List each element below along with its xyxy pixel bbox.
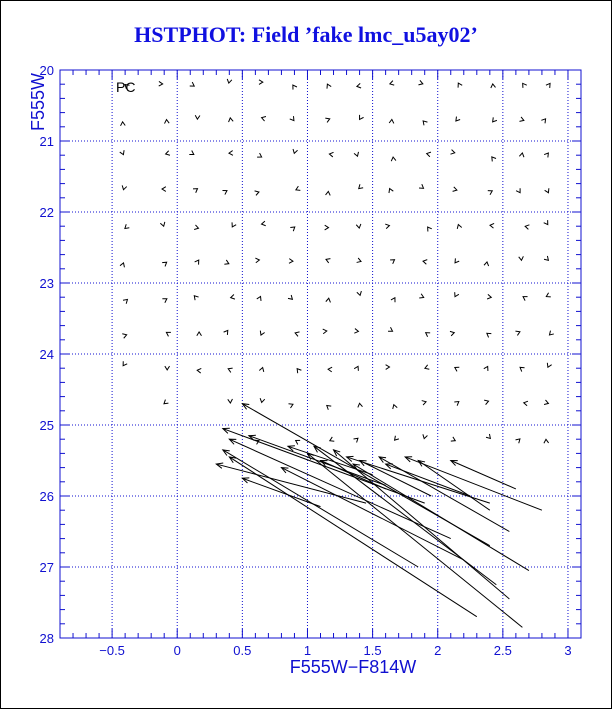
small-vector [484, 400, 488, 404]
small-vector [423, 260, 427, 265]
small-vector [395, 436, 399, 440]
small-vector [327, 84, 331, 88]
long-vector [314, 446, 496, 584]
small-vector [519, 117, 523, 121]
small-vector [166, 151, 170, 156]
small-vector [487, 294, 491, 299]
small-vector [164, 400, 168, 404]
small-vector [326, 298, 331, 302]
long-vector-shaft [229, 457, 476, 617]
small-vector [358, 403, 363, 407]
small-vector [162, 187, 166, 192]
small-vector [388, 327, 392, 331]
y-tick-label: 23 [39, 276, 54, 291]
small-vector [484, 366, 488, 370]
small-vector [121, 122, 126, 126]
small-vector [418, 80, 422, 84]
x-tick-label: 2.5 [493, 643, 512, 658]
small-vector [260, 398, 265, 402]
x-tick-label: 1 [303, 643, 312, 658]
y-tick-label: 28 [39, 631, 54, 646]
small-vector [454, 402, 458, 406]
small-vector [456, 117, 460, 121]
long-vector [451, 461, 516, 489]
small-vector [357, 83, 361, 88]
y-tick-label: 24 [39, 347, 54, 362]
small-vector [419, 294, 423, 298]
small-vector [546, 83, 550, 87]
small-vector [288, 295, 292, 299]
small-vector [123, 361, 127, 365]
small-vector [259, 368, 263, 372]
small-vector [493, 117, 497, 121]
small-vector [232, 222, 236, 226]
small-vector [227, 79, 232, 83]
small-vector [330, 437, 334, 441]
small-vector [222, 191, 226, 195]
small-vector [120, 263, 124, 267]
long-vector-set [216, 404, 542, 628]
long-vector-head [379, 457, 386, 463]
small-vector [257, 153, 262, 157]
small-vector [194, 225, 198, 230]
grid-lines [60, 70, 581, 638]
small-vector [297, 369, 301, 373]
small-vector [455, 292, 459, 296]
small-vector [289, 404, 293, 408]
small-vector [426, 333, 430, 337]
small-vector [325, 225, 329, 230]
small-vector [293, 85, 297, 89]
small-vector [166, 332, 170, 336]
y-tick-label: 20 [39, 63, 54, 78]
y-axis-title: F555W [28, 72, 48, 132]
small-vector [524, 401, 528, 406]
small-vector [389, 119, 394, 123]
small-vector-field [120, 79, 554, 445]
panel-label: PC [116, 79, 136, 95]
small-vector [159, 81, 163, 86]
x-tick-label: 2 [434, 643, 442, 658]
small-vector [386, 365, 390, 370]
x-tick-label: 0 [173, 643, 181, 658]
small-vector [293, 149, 298, 153]
small-vector [295, 332, 299, 336]
long-vector-shaft [314, 446, 496, 584]
small-vector [523, 83, 527, 87]
small-vector [123, 299, 127, 303]
small-vector [427, 152, 431, 157]
small-vector [487, 333, 491, 337]
small-vector [289, 259, 293, 264]
y-tick-label: 22 [39, 205, 54, 220]
small-vector [195, 260, 199, 264]
small-vector [357, 258, 361, 262]
small-vector [455, 367, 459, 371]
small-vector [262, 117, 266, 121]
long-vector-head [242, 404, 249, 410]
small-vector [425, 365, 429, 369]
y-tick-label: 26 [39, 489, 54, 504]
long-vector [334, 450, 510, 599]
small-vector [393, 405, 397, 409]
small-vector [164, 120, 169, 124]
small-vector [354, 152, 358, 156]
small-vector [450, 150, 454, 155]
small-vector [389, 189, 393, 193]
small-vector [260, 331, 264, 335]
x-tick-label: −0.5 [99, 643, 125, 658]
small-vector [419, 184, 423, 188]
small-vector [323, 329, 327, 334]
small-vector [262, 221, 266, 226]
small-vector [545, 188, 549, 192]
small-vector [194, 296, 198, 300]
small-vector [423, 121, 427, 125]
small-vector [515, 331, 519, 335]
small-vector [391, 157, 396, 161]
small-vector [544, 256, 548, 260]
long-vector-shaft [242, 478, 320, 506]
small-vector [193, 189, 197, 193]
small-vector [224, 330, 228, 334]
small-vector [458, 83, 462, 87]
small-vector [544, 439, 549, 443]
small-vector [516, 188, 520, 192]
long-vector-head [229, 457, 236, 463]
small-vector [544, 220, 548, 224]
y-tick-label: 21 [39, 134, 54, 149]
small-vector [391, 298, 395, 302]
small-vector [197, 368, 201, 373]
x-tick-label: 1.5 [363, 643, 382, 658]
small-vector [354, 366, 358, 370]
small-vector [356, 224, 361, 228]
small-vector [516, 439, 520, 443]
long-vector-shaft [334, 450, 510, 599]
small-vector [327, 406, 331, 410]
small-vector [546, 293, 550, 297]
long-vector [379, 457, 509, 532]
long-vector [229, 457, 476, 617]
y-tick-label: 27 [39, 560, 54, 575]
small-vector [259, 80, 263, 85]
small-vector [453, 187, 457, 192]
small-vector [197, 332, 202, 336]
small-vector [325, 118, 329, 122]
small-vector [120, 150, 124, 154]
small-vector [519, 153, 524, 157]
small-vector [390, 81, 394, 86]
small-vector [549, 331, 553, 335]
small-vector [329, 152, 333, 157]
small-vector [296, 440, 300, 444]
small-vector [354, 329, 358, 334]
small-vector [390, 260, 394, 264]
x-axis-title: F555W−F814W [289, 657, 417, 677]
small-vector [455, 258, 459, 262]
small-vector [255, 258, 259, 263]
small-vector [224, 260, 228, 264]
y-tick-label: 25 [39, 418, 54, 433]
small-vector [544, 153, 548, 157]
small-vector [541, 119, 545, 123]
small-vector [229, 151, 233, 156]
small-vector [484, 262, 489, 266]
small-vector [326, 259, 330, 263]
small-vector [354, 438, 358, 442]
small-vector [165, 366, 170, 370]
long-vector-shaft [347, 457, 490, 503]
small-vector [457, 225, 461, 229]
small-vector [423, 434, 428, 438]
y-tick-labels [40, 63, 54, 646]
small-vector [492, 157, 496, 161]
small-vector [450, 331, 454, 336]
small-vector [520, 367, 524, 371]
small-vector [228, 399, 233, 403]
small-vector [360, 115, 364, 119]
small-vector [428, 227, 432, 231]
long-vector [242, 478, 320, 507]
small-vector [231, 295, 235, 300]
long-vector-head [223, 450, 230, 456]
small-vector [189, 151, 193, 155]
small-vector [229, 118, 234, 122]
small-vector [422, 401, 426, 406]
small-vector [290, 116, 294, 120]
small-vector [125, 224, 129, 228]
x-tick-label: 0.5 [233, 643, 252, 658]
long-vector-shaft [379, 457, 509, 532]
small-vector [490, 223, 494, 228]
small-vector [195, 115, 200, 119]
small-vector [190, 82, 194, 86]
small-vector [519, 256, 524, 260]
small-vector [523, 297, 527, 301]
small-vector [385, 224, 389, 229]
small-vector [257, 296, 261, 300]
small-vector [357, 291, 362, 295]
small-vector [255, 191, 259, 195]
small-vector [544, 400, 548, 404]
small-vector [326, 191, 331, 195]
small-vector [328, 367, 332, 372]
small-vector [162, 299, 166, 303]
small-vector [228, 368, 232, 372]
small-vector [547, 363, 551, 367]
small-vector [359, 184, 363, 188]
small-vector [296, 186, 300, 190]
chart-title: HSTPHOT: Field ’fake lmc_u5ay02’ [134, 22, 478, 47]
small-vector [451, 437, 455, 441]
small-vector [162, 262, 166, 266]
small-vector [122, 185, 127, 189]
long-vector-shaft [451, 461, 516, 489]
x-tick-label: 3 [564, 643, 572, 658]
small-vector [488, 191, 492, 195]
small-vector [160, 222, 164, 226]
x-tick-labels [99, 643, 571, 658]
small-vector [491, 84, 496, 88]
small-vector [122, 334, 126, 338]
small-vector [486, 434, 490, 438]
small-vector [525, 225, 529, 230]
small-vector [290, 227, 294, 231]
